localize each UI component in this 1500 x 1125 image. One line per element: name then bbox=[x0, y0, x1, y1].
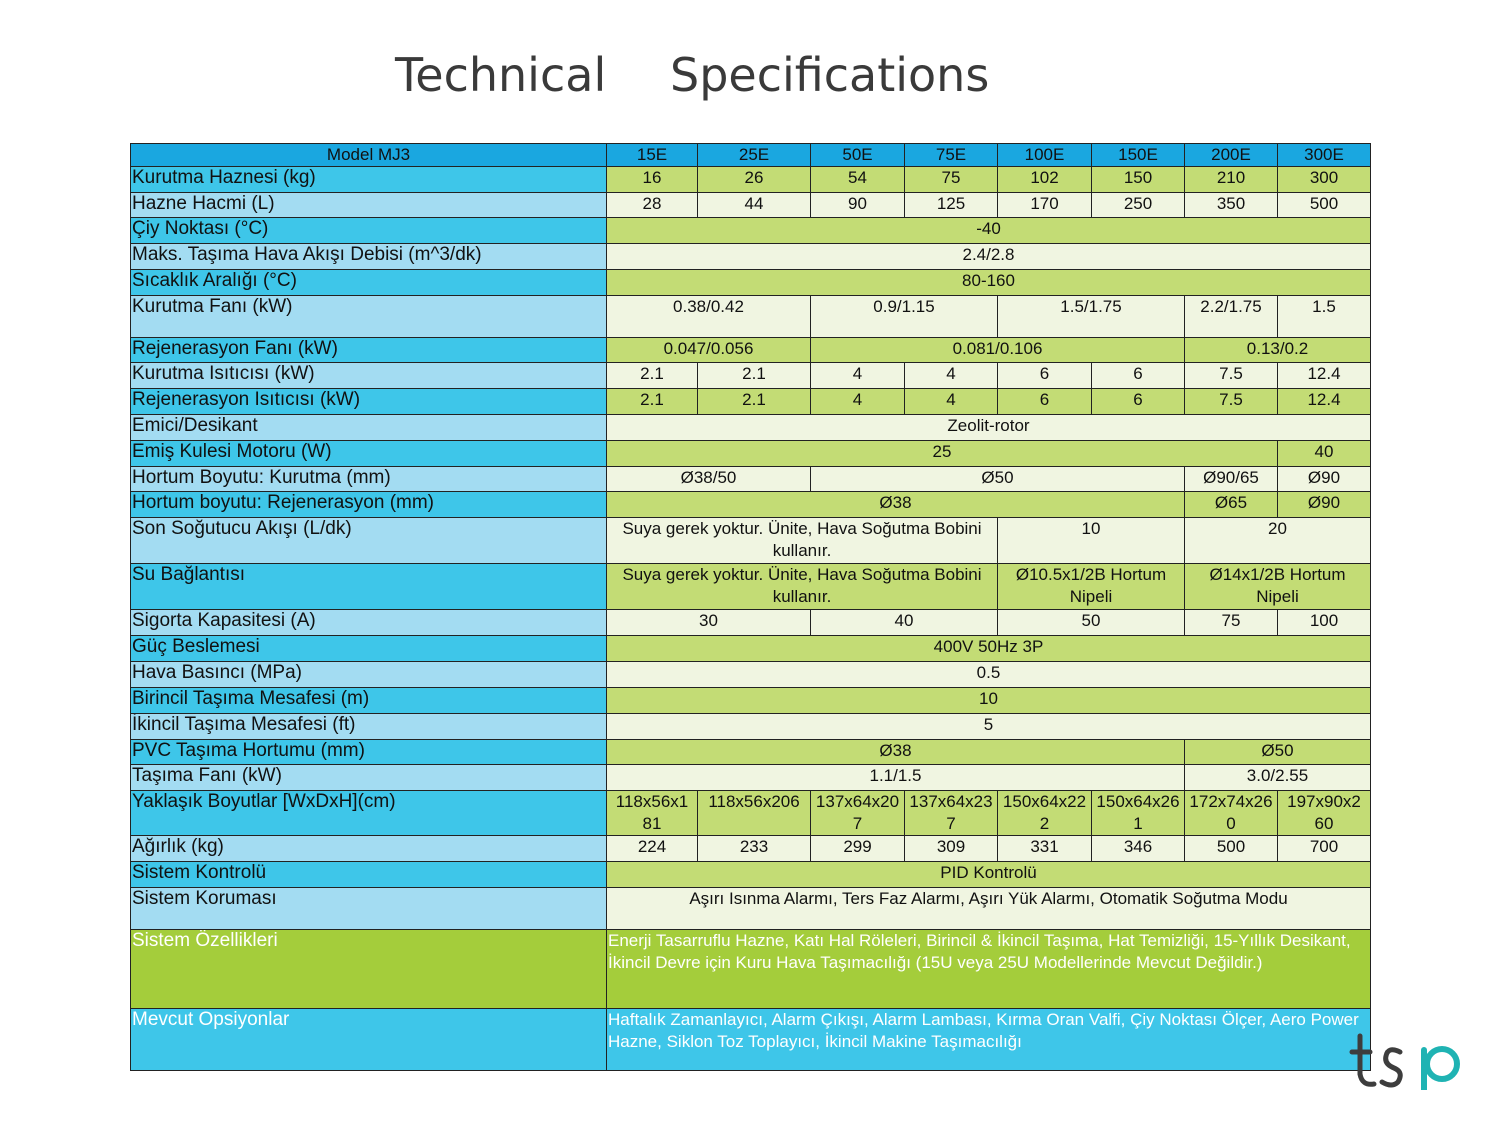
cell-value: 4 bbox=[811, 389, 905, 415]
row-label: Rejenerasyon Isıtıcısı (kW) bbox=[131, 389, 607, 415]
cell-value: 1.5/1.75 bbox=[998, 296, 1185, 338]
cell-value: PID Kontrolü bbox=[607, 862, 1371, 888]
cell-value: Ø90/65 bbox=[1185, 467, 1278, 492]
cell-value: 224 bbox=[607, 836, 698, 862]
table-row bbox=[131, 518, 1371, 564]
cell-value: Enerji Tasarruflu Hazne, Katı Hal Röleleri, Birincil & İkincil Taşıma, Hat Temizliği, 15-Yıllık Desikant, İkincil Devre için Kuru Hava Taşımacılığı (15U veya 25U Modellerinde Mevcut Değildir.) bbox=[607, 930, 1371, 1009]
cell-value: 2.1 bbox=[698, 363, 811, 389]
cell-value: 10 bbox=[607, 688, 1371, 714]
cell-value: 1.5 bbox=[1278, 296, 1371, 338]
cell-value: 7.5 bbox=[1185, 363, 1278, 389]
row-label: Sıcaklık Aralığı (°C) bbox=[131, 270, 607, 296]
row-label: Birincil Taşıma Mesafesi (m) bbox=[131, 688, 607, 714]
cell-value: -40 bbox=[607, 218, 1371, 244]
row-label: Rejenerasyon Fanı (kW) bbox=[131, 338, 607, 363]
cell-value: 10 bbox=[998, 518, 1185, 564]
cell-value: 500 bbox=[1278, 193, 1371, 218]
cell-value: Aşırı Isınma Alarmı, Ters Faz Alarmı, Aşırı Yük Alarmı, Otomatik Soğutma Modu bbox=[607, 888, 1371, 930]
cell-value: Ø65 bbox=[1185, 492, 1278, 518]
cell-value: 700 bbox=[1278, 836, 1371, 862]
table-row bbox=[131, 888, 1371, 930]
table-row bbox=[131, 218, 1371, 244]
header-model: 150E bbox=[1092, 144, 1185, 167]
logo-p bbox=[1424, 1049, 1457, 1090]
header-model: 50E bbox=[811, 144, 905, 167]
cell-value: 400V 50Hz 3P bbox=[607, 636, 1371, 662]
row-label: Su Bağlantısı bbox=[131, 564, 607, 610]
cell-value: 3.0/2.55 bbox=[1185, 765, 1371, 791]
table-row bbox=[131, 467, 1371, 492]
header-model: 100E bbox=[998, 144, 1092, 167]
table-row bbox=[131, 662, 1371, 688]
cell-value: 0.081/0.106 bbox=[811, 338, 1185, 363]
cell-value: 80-160 bbox=[607, 270, 1371, 296]
cell-value: 5 bbox=[607, 714, 1371, 740]
cell-value: 4 bbox=[905, 363, 998, 389]
cell-value: 137x64x20 7 bbox=[811, 791, 905, 836]
row-label: Hazne Hacmi (L) bbox=[131, 193, 607, 218]
cell-value: 250 bbox=[1092, 193, 1185, 218]
table-row bbox=[131, 862, 1371, 888]
row-label: Sistem Kontrolü bbox=[131, 862, 607, 888]
header-model: 25E bbox=[698, 144, 811, 167]
cell-value: 299 bbox=[811, 836, 905, 862]
cell-value: 25 bbox=[607, 441, 1278, 467]
cell-value: 16 bbox=[607, 167, 698, 193]
cell-value: Suya gerek yoktur. Ünite, Hava Soğutma Bobini kullanır. bbox=[607, 518, 998, 564]
cell-value: 125 bbox=[905, 193, 998, 218]
cell-value: 118x56x1 81 bbox=[607, 791, 698, 836]
cell-value: 350 bbox=[1185, 193, 1278, 218]
title-word-specifications: Specifications bbox=[670, 48, 990, 102]
table-row bbox=[131, 765, 1371, 791]
cell-value: 172x74x26 0 bbox=[1185, 791, 1278, 836]
header-model: 300E bbox=[1278, 144, 1371, 167]
cell-value: 346 bbox=[1092, 836, 1185, 862]
table-row bbox=[131, 930, 1371, 1009]
row-label: Ağırlık (kg) bbox=[131, 836, 607, 862]
cell-value: 2.1 bbox=[607, 363, 698, 389]
cell-value: Ø38 bbox=[607, 492, 1185, 518]
table-row bbox=[131, 1009, 1371, 1071]
table-row bbox=[131, 564, 1371, 610]
cell-value: 2.2/1.75 bbox=[1185, 296, 1278, 338]
row-label: İkincil Taşıma Mesafesi (ft) bbox=[131, 714, 607, 740]
row-label: Sistem Özellikleri bbox=[131, 930, 607, 1009]
cell-value: 6 bbox=[998, 363, 1092, 389]
table-row bbox=[131, 610, 1371, 636]
cell-value: 1.1/1.5 bbox=[607, 765, 1185, 791]
cell-value: 300 bbox=[1278, 167, 1371, 193]
table-row bbox=[131, 836, 1371, 862]
cell-value: 0.9/1.15 bbox=[811, 296, 998, 338]
cell-value: Ø38 bbox=[607, 740, 1185, 765]
logo-t bbox=[1352, 1036, 1374, 1084]
logo-s bbox=[1382, 1050, 1400, 1085]
cell-value: 75 bbox=[1185, 610, 1278, 636]
cell-value: 6 bbox=[998, 389, 1092, 415]
table-row bbox=[131, 389, 1371, 415]
table-row bbox=[131, 193, 1371, 218]
table-row bbox=[131, 415, 1371, 441]
cell-value: Zeolit-rotor bbox=[607, 415, 1371, 441]
row-label: Güç Beslemesi bbox=[131, 636, 607, 662]
cell-value: Ø90 bbox=[1278, 467, 1371, 492]
row-label: Hortum boyutu: Rejenerasyon (mm) bbox=[131, 492, 607, 518]
cell-value: 170 bbox=[998, 193, 1092, 218]
cell-value: 150 bbox=[1092, 167, 1185, 193]
cell-value: 309 bbox=[905, 836, 998, 862]
cell-value: 137x64x23 7 bbox=[905, 791, 998, 836]
cell-value: 2.1 bbox=[698, 389, 811, 415]
table-row bbox=[131, 296, 1371, 338]
cell-value: 197x90x2 60 bbox=[1278, 791, 1371, 836]
cell-value: 28 bbox=[607, 193, 698, 218]
row-label: Emiş Kulesi Motoru (W) bbox=[131, 441, 607, 467]
cell-value: 44 bbox=[698, 193, 811, 218]
row-label: Kurutma Isıtıcısı (kW) bbox=[131, 363, 607, 389]
row-label: Son Soğutucu Akışı (L/dk) bbox=[131, 518, 607, 564]
cell-value: 54 bbox=[811, 167, 905, 193]
row-label: Maks. Taşıma Hava Akışı Debisi (m^3/dk) bbox=[131, 244, 607, 270]
cell-value: 100 bbox=[1278, 610, 1371, 636]
header-model: 75E bbox=[905, 144, 998, 167]
row-label: Kurutma Fanı (kW) bbox=[131, 296, 607, 338]
cell-value: 2.4/2.8 bbox=[607, 244, 1371, 270]
cell-value: 40 bbox=[1278, 441, 1371, 467]
cell-value: 12.4 bbox=[1278, 363, 1371, 389]
cell-value: Haftalık Zamanlayıcı, Alarm Çıkışı, Alarm Lambası, Kırma Oran Valfi, Çiy Noktası Ölçer, Aero Power Hazne, Siklon Toz Toplayıcı, İkincil Makine Taşımacılığı bbox=[607, 1009, 1371, 1071]
cell-value: Ø14x1/2B Hortum Nipeli bbox=[1185, 564, 1371, 610]
header-model-label: Model MJ3 bbox=[131, 144, 607, 167]
cell-value: 331 bbox=[998, 836, 1092, 862]
row-label: Hava Basıncı (MPa) bbox=[131, 662, 607, 688]
cell-value: Ø90 bbox=[1278, 492, 1371, 518]
cell-value: Ø10.5x1/2B Hortum Nipeli bbox=[998, 564, 1185, 610]
table-row bbox=[131, 636, 1371, 662]
table-row bbox=[131, 244, 1371, 270]
cell-value: 4 bbox=[811, 363, 905, 389]
cell-value: 500 bbox=[1185, 836, 1278, 862]
cell-value: 20 bbox=[1185, 518, 1371, 564]
row-label: Mevcut Opsiyonlar bbox=[131, 1009, 607, 1071]
header-model: 15E bbox=[607, 144, 698, 167]
table-row bbox=[131, 363, 1371, 389]
table-row bbox=[131, 714, 1371, 740]
table-row bbox=[131, 167, 1371, 193]
cell-value: 50 bbox=[998, 610, 1185, 636]
cell-value: 0.13/0.2 bbox=[1185, 338, 1371, 363]
table-row bbox=[131, 688, 1371, 714]
cell-value: 6 bbox=[1092, 389, 1185, 415]
table-row bbox=[131, 270, 1371, 296]
table-row bbox=[131, 492, 1371, 518]
cell-value: 2.1 bbox=[607, 389, 698, 415]
cell-value: 30 bbox=[607, 610, 811, 636]
row-label: Sigorta Kapasitesi (A) bbox=[131, 610, 607, 636]
cell-value: 102 bbox=[998, 167, 1092, 193]
cell-value: Ø50 bbox=[811, 467, 1185, 492]
cell-value: 6 bbox=[1092, 363, 1185, 389]
row-label: Sistem Koruması bbox=[131, 888, 607, 930]
spec-table bbox=[130, 143, 1371, 1071]
row-label: Emici/Desikant bbox=[131, 415, 607, 441]
row-label: Hortum Boyutu: Kurutma (mm) bbox=[131, 467, 607, 492]
title-word-technical: Technical bbox=[395, 48, 607, 102]
cell-value: 150x64x22 2 bbox=[998, 791, 1092, 836]
cell-value: 12.4 bbox=[1278, 389, 1371, 415]
cell-value: Ø50 bbox=[1185, 740, 1371, 765]
cell-value: 40 bbox=[811, 610, 998, 636]
cell-value: 4 bbox=[905, 389, 998, 415]
cell-value: 0.38/0.42 bbox=[607, 296, 811, 338]
row-label: PVC Taşıma Hortumu (mm) bbox=[131, 740, 607, 765]
table-row bbox=[131, 338, 1371, 363]
table-row bbox=[131, 441, 1371, 467]
table-header-row bbox=[131, 144, 1371, 167]
row-label: Kurutma Haznesi (kg) bbox=[131, 167, 607, 193]
table-row bbox=[131, 791, 1371, 836]
cell-value: 233 bbox=[698, 836, 811, 862]
row-label: Çiy Noktası (°C) bbox=[131, 218, 607, 244]
cell-value: Suya gerek yoktur. Ünite, Hava Soğutma Bobini kullanır. bbox=[607, 564, 998, 610]
row-label: Taşıma Fanı (kW) bbox=[131, 765, 607, 791]
cell-value: Ø38/50 bbox=[607, 467, 811, 492]
cell-value: 7.5 bbox=[1185, 389, 1278, 415]
cell-value: 75 bbox=[905, 167, 998, 193]
row-label: Yaklaşık Boyutlar [WxDxH](cm) bbox=[131, 791, 607, 836]
cell-value: 26 bbox=[698, 167, 811, 193]
header-model: 200E bbox=[1185, 144, 1278, 167]
tsp-logo bbox=[1348, 1030, 1468, 1090]
table-row bbox=[131, 740, 1371, 765]
cell-value: 0.5 bbox=[607, 662, 1371, 688]
cell-value: 210 bbox=[1185, 167, 1278, 193]
cell-value: 118x56x206 bbox=[698, 791, 811, 836]
cell-value: 0.047/0.056 bbox=[607, 338, 811, 363]
cell-value: 150x64x26 1 bbox=[1092, 791, 1185, 836]
cell-value: 90 bbox=[811, 193, 905, 218]
